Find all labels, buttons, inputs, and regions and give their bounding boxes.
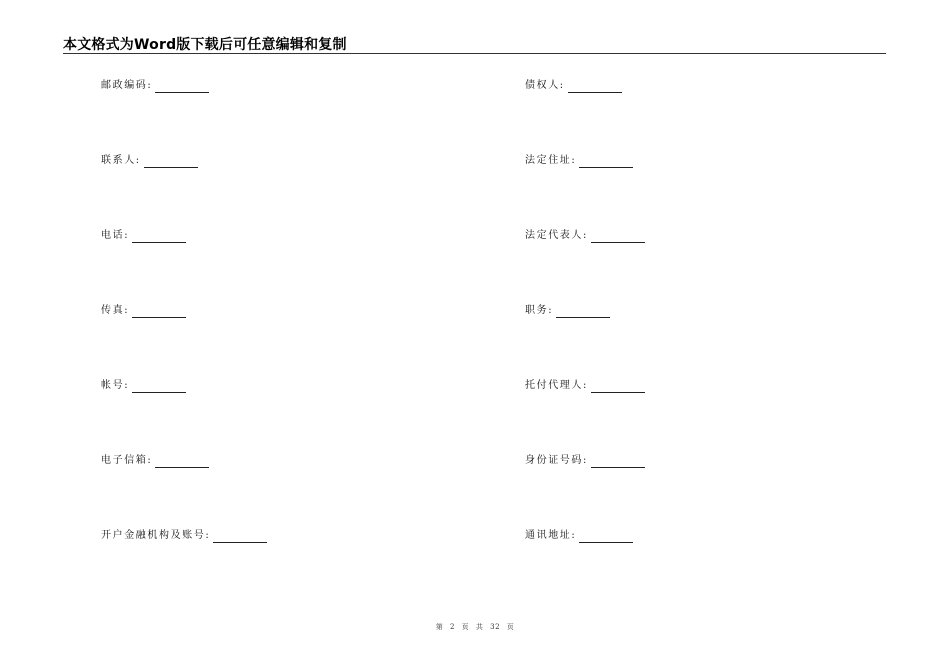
field-label: 传真:	[101, 305, 130, 316]
fill-in-blank	[144, 157, 198, 168]
footer-total-unit: 页	[506, 623, 515, 631]
field-label: 法定住址:	[525, 155, 577, 166]
fill-in-blank	[579, 157, 633, 168]
field-label: 托付代理人:	[525, 380, 588, 391]
header-divider	[63, 53, 886, 54]
field-legal-representative	[525, 229, 645, 243]
field-label: 电话:	[101, 230, 130, 241]
fill-in-blank	[132, 382, 186, 393]
field-id-number	[525, 454, 645, 468]
field-label: 开户金融机构及账号:	[101, 530, 211, 541]
total-page-count: 32	[490, 623, 501, 631]
field-position	[525, 304, 610, 318]
fill-in-blank	[155, 457, 209, 468]
fill-in-blank	[591, 382, 645, 393]
field-account-number	[101, 379, 186, 393]
field-fax	[101, 304, 186, 318]
field-label: 职务:	[525, 305, 554, 316]
field-bank-account	[101, 529, 267, 543]
field-label: 电子信箱:	[101, 455, 153, 466]
field-email	[101, 454, 209, 468]
fill-in-blank	[591, 232, 645, 243]
field-legal-address	[525, 154, 633, 168]
field-mailing-address	[525, 529, 633, 543]
fill-in-blank	[155, 82, 209, 93]
footer-total-prefix: 共	[475, 623, 484, 631]
footer-page-unit: 页	[461, 623, 470, 631]
fill-in-blank	[132, 232, 186, 243]
field-label: 邮政编码:	[101, 80, 153, 91]
current-page-number: 2	[449, 623, 455, 631]
document-header-title: 本文格式为Word版下载后可任意编辑和复制	[63, 37, 347, 53]
field-label: 法定代表人:	[525, 230, 588, 241]
fill-in-blank	[579, 532, 633, 543]
fill-in-blank	[556, 307, 610, 318]
field-creditor	[525, 79, 622, 93]
footer-prefix: 第	[435, 623, 444, 631]
fill-in-blank	[213, 532, 267, 543]
field-phone	[101, 229, 186, 243]
field-label: 联系人:	[101, 155, 141, 166]
page-number-footer	[0, 622, 950, 632]
field-label: 通讯地址:	[525, 530, 577, 541]
fill-in-blank	[132, 307, 186, 318]
field-authorized-agent	[525, 379, 645, 393]
field-postal-code	[101, 79, 209, 93]
fill-in-blank	[568, 82, 622, 93]
field-label: 债权人:	[525, 80, 565, 91]
field-label: 身份证号码:	[525, 455, 588, 466]
field-label: 帐号:	[101, 380, 130, 391]
fill-in-blank	[591, 457, 645, 468]
field-contact-person	[101, 154, 198, 168]
